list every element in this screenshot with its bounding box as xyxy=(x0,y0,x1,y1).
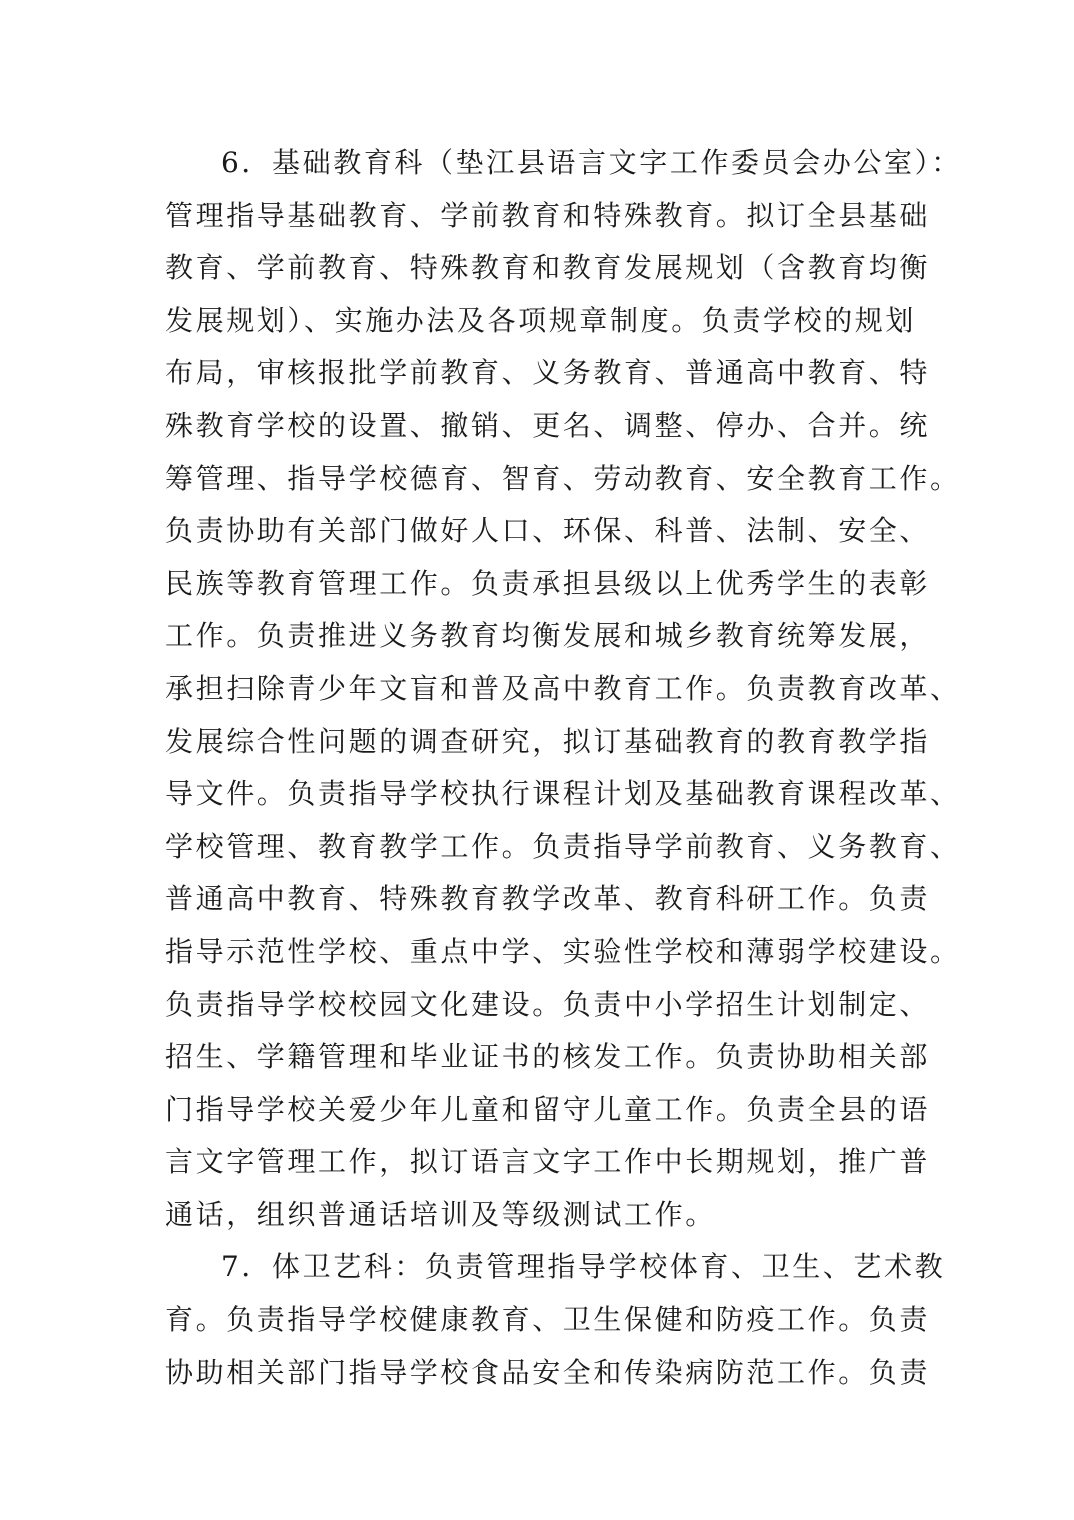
paragraph-line: 门指导学校关爱少年儿童和留守儿童工作。负责全县的语 xyxy=(165,1092,931,1126)
paragraph-line: 学校管理、教育教学工作。负责指导学前教育、义务教育、 xyxy=(165,829,961,863)
paragraph-line: 协助相关部门指导学校食品安全和传染病防范工作。负责 xyxy=(165,1355,931,1389)
paragraph-line: 7．体卫艺科：负责管理指导学校体育、卫生、艺术教 xyxy=(221,1250,946,1284)
paragraph-line: 管理指导基础教育、学前教育和特殊教育。拟订全县基础 xyxy=(165,198,931,232)
paragraph-line: 言文字管理工作，拟订语言文字工作中长期规划，推广普 xyxy=(165,1145,931,1179)
paragraph-section-7 xyxy=(165,1241,945,1399)
paragraph-line: 殊教育学校的设置、撤销、更名、调整、停办、合并。统 xyxy=(165,408,931,442)
paragraph-section-6 xyxy=(165,137,962,1241)
paragraph-line: 通话，组织普通话培训及等级测试工作。 xyxy=(165,1197,716,1231)
paragraph-line: 负责协助有关部门做好人口、环保、科普、法制、安全、 xyxy=(165,514,931,548)
paragraph-line: 承担扫除青少年文盲和普及高中教育工作。负责教育改革、 xyxy=(165,671,961,705)
paragraph-line: 育。负责指导学校健康教育、卫生保健和防疫工作。负责 xyxy=(165,1303,931,1337)
document-body xyxy=(165,137,962,1399)
paragraph-line: 布局，审核报批学前教育、义务教育、普通高中教育、特 xyxy=(165,356,931,390)
paragraph-line: 教育、学前教育、特殊教育和教育发展规划（含教育均衡 xyxy=(165,251,931,285)
paragraph-line: 6．基础教育科（垫江县语言文字工作委员会办公室）： xyxy=(221,146,962,179)
paragraph-line: 普通高中教育、特殊教育教学改革、教育科研工作。负责 xyxy=(165,882,931,916)
paragraph-line: 筹管理、指导学校德育、智育、劳动教育、安全教育工作。 xyxy=(165,461,961,495)
paragraph-line: 招生、学籍管理和毕业证书的核发工作。负责协助相关部 xyxy=(165,1040,931,1074)
paragraph-line: 指导示范性学校、重点中学、实验性学校和薄弱学校建设。 xyxy=(165,934,961,968)
paragraph-line: 工作。负责推进义务教育均衡发展和城乡教育统筹发展， xyxy=(165,619,931,653)
paragraph-line: 发展综合性问题的调查研究，拟订基础教育的教育教学指 xyxy=(165,724,931,758)
paragraph-line: 民族等教育管理工作。负责承担县级以上优秀学生的表彰 xyxy=(165,566,931,600)
paragraph-line: 负责指导学校校园文化建设。负责中小学招生计划制定、 xyxy=(165,987,931,1021)
paragraph-line: 发展规划）、实施办法及各项规章制度。负责学校的规划 xyxy=(165,303,917,337)
paragraph-line: 导文件。负责指导学校执行课程计划及基础教育课程改革、 xyxy=(165,777,961,811)
